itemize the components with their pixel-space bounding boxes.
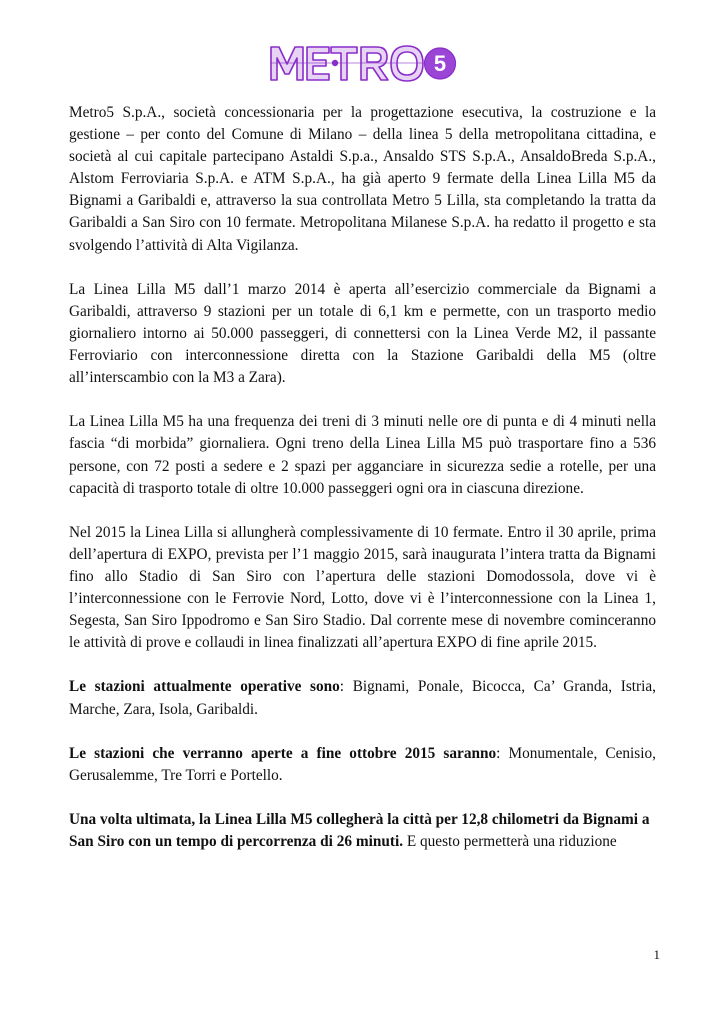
paragraph-intro: Metro5 S.p.A., società concessionaria per la progettazione esecutiva, la costruzione e la gestione – per conto del Comune di Milano – della linea 5 della metropolitana cittadina, e società al cui capitale partecipano Astaldi S.p.a., Ansaldo STS S.p.A., AnsaldoBreda S.p.A., Alstom Ferroviaria S.p.A. e ATM S.p.A., ha già aperto 9 fermate della Linea Lilla M5 da Bignami a Garibaldi e, attraverso la sua controllata Metro 5 Lilla, sta completando la tratta da Garibaldi a San Siro con 10 fermate. Metropolitana Milanese S.p.A. ha redatto il progetto e sta svolgendo l’attività di Alta Vigilanza. <box>69 104 656 254</box>
paragraph-current-line: La Linea Lilla M5 dall’1 marzo 2014 è aperta all’esercizio commerciale da Bignami a Garibaldi, attraverso 9 stazioni per un totale di 6,1 km e permette, con un trasporto medio giornaliero intorno ai 50.000 passeggeri, di connettersi con la Linea Verde M2, il passante Ferroviario con interconnessione diretta con la Stazione Garibaldi della M5 (oltre all’interscambio con la M3 a Zara). <box>69 280 656 387</box>
metro5-logo <box>269 42 457 84</box>
upcoming-stations-heading: Le stazioni che verranno aperte a fine ottobre 2015 saranno <box>69 744 497 762</box>
document-body <box>69 102 656 875</box>
upcoming-stations-list: : Monumentale, Cenisio, Gerusalemme, Tre Torri e Portello. <box>69 744 656 784</box>
paragraph-completion <box>69 809 656 853</box>
paragraph-upcoming-stations <box>69 743 656 787</box>
logo-number: 5 <box>433 51 447 76</box>
completion-highlight: Una volta ultimata, la Linea Lilla M5 collegherà la città per 12,8 chilometri da Bignami a San Siro con un tempo di percorrenza di 26 minuti. <box>69 811 650 851</box>
page-number: 1 <box>653 947 660 962</box>
operative-stations-heading: Le stazioni attualmente operative sono <box>69 678 340 696</box>
operative-stations-list: : Bignami, Ponale, Bicocca, Ca’ Granda, Istria, Marche, Zara, Isola, Garibaldi. <box>69 678 656 718</box>
logo-dot <box>332 60 338 66</box>
paragraph-extension-2015: Nel 2015 la Linea Lilla si allungherà complessivamente di 10 fermate. Entro il 30 aprile, prima dell’apertura di EXPO, prevista per l’1 maggio 2015, sarà inaugurata l’intera tratta da Bignami fino allo Stadio di San Siro con l’apertura delle stazioni Domodossola, dove vi è l’interconnessione con le Ferrovie Nord, Lotto, dove vi è l’interconnessione con la Linea 1, Segesta, San Siro Ippodromo e San Siro Stadio. Dal corrente mese di novembre cominceranno le attività di prove e collaudi in linea finalizzati all’apertura EXPO di fine aprile 2015. <box>69 523 656 652</box>
paragraph-operative-stations <box>69 676 656 720</box>
paragraph-frequency: La Linea Lilla M5 ha una frequenza dei treni di 3 minuti nelle ore di punta e di 4 minuti nella fascia “di morbida” giornaliera. Ogni treno della Linea Lilla M5 può trasportare fino a 536 persone, con 72 posti a sedere e 2 spazi per agganciare in sicurezza sedie a rotelle, per una capacità di trasporto totale di oltre 10.000 passeggeri ogni ora in ciascuna direzione. <box>69 413 656 497</box>
completion-text: E questo permetterà una riduzione <box>403 833 617 851</box>
